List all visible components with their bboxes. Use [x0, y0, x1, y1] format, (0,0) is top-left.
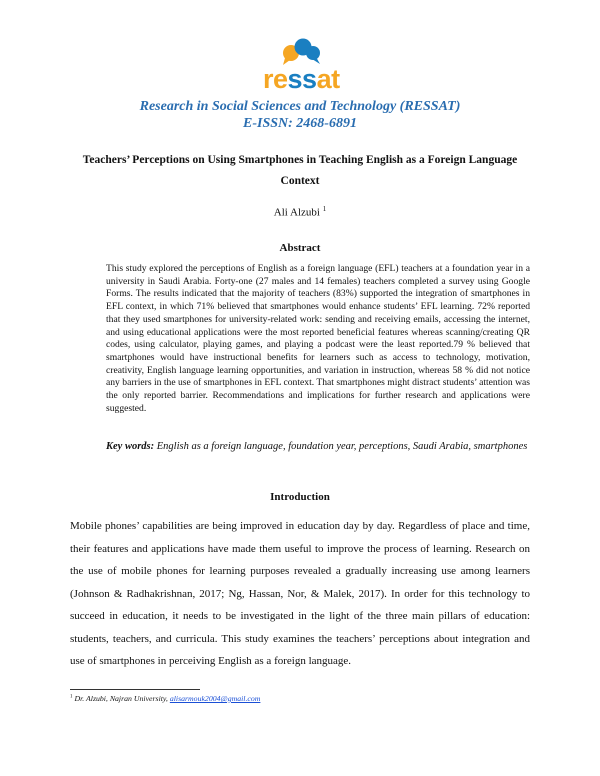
keywords-label: Key words: [106, 441, 155, 452]
keywords [106, 440, 530, 454]
footnote-divider [70, 689, 200, 690]
logo-text-c: at [316, 64, 340, 94]
introduction-text: Mobile phones’ capabilities are being improved in education day by day. Regardless of place and time, their features and applications have made them useful to improve the process of learning. Research on the use of mobile phones for learning purposes revealed a gradually increasing use among learners (Johnson & Radhakrishnan, 2017; Ng, Hassan, Nor, & Malek, 2017). In order for this technology to succeed in education, it needs to be investigated in the light of the three main pillars of education: students, teachers, and curricula. This study examines the teachers’ perceptions about integration and use of smartphones in perceiving English as a foreign language. [70, 520, 530, 667]
footnote [70, 694, 260, 703]
logo-text-a: re [263, 64, 288, 94]
journal-title: Research in Social Sciences and Technology (RESSAT) [139, 99, 461, 114]
footnote-mark: 1 [70, 694, 73, 700]
keywords-text: English as a foreign language, foundation year, perceptions, Saudi Arabia, smartphones [156, 441, 528, 452]
author-name: Ali Alzubi [273, 206, 320, 219]
journal-logo [256, 38, 348, 94]
abstract-heading: Abstract [279, 242, 321, 254]
author-line [0, 205, 600, 219]
journal-issn: E-ISSN: 2468-6891 [243, 116, 357, 131]
footnote-email-link[interactable]: alisarmouk2004@gmail.com [169, 694, 261, 703]
paper-title: Teachers’ Perceptions on Using Smartphones in Teaching English as a Foreign Language Context [82, 154, 518, 187]
introduction-heading: Introduction [270, 491, 330, 503]
logo-wordmark [263, 65, 340, 93]
footnote-text: Dr. Alzubi, Najran University, [74, 694, 168, 703]
abstract-text: This study explored the perceptions of English as a foreign language (EFL) teachers at a foundation year in a university in Saudi Arabia. Forty-one (27 males and 14 females) teachers completed a survey using Google Forms. The results indicated that the majority of teachers (83%) supported the integration of smartphones in EFL context, in which 71% believed that smartphones would enhance students’ EFL learning. 72% reported that they used smartphones for university-related work: sending and receiving emails, accessing the internet, and using educational applications were the most reported beneficial features whereas scanning/creating QR codes, using calculator, playing games, and playing a podcast were the least reported.79 % believed that smartphones would have instructional benefits for learners such as access to technology, motivation, creativity, English language learning opportunities, and variation in instruction, whereas 58 % did not notice any barriers in the use of smartphones in EFL context. That smartphones might distract students’ attention was the only reported barrier. Recommendations and implications for further research and applications were suggested. [106, 263, 530, 414]
author-footnote-mark: 1 [322, 205, 327, 213]
logo-text-b: ss [287, 64, 317, 94]
